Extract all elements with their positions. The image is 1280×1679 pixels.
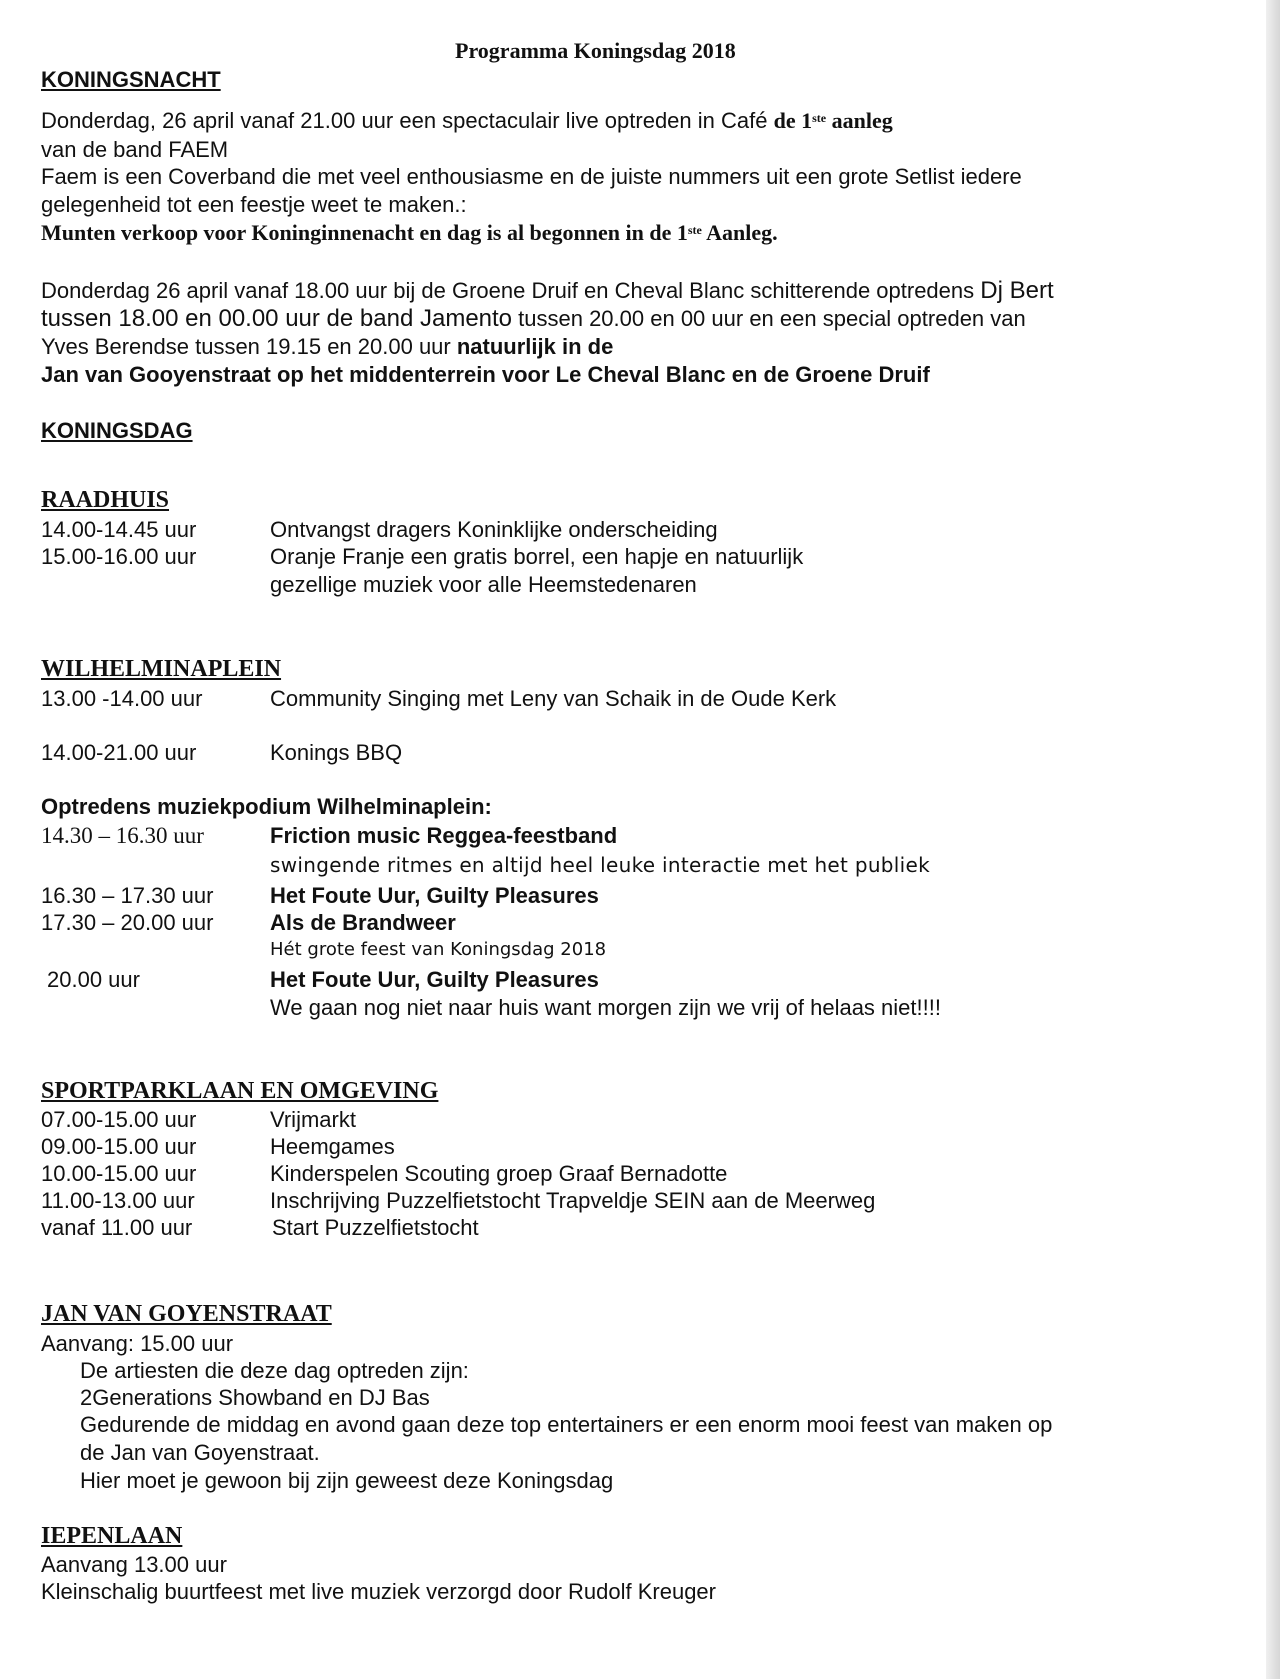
raadhuis-desc-cont: gezellige muziek voor alle Heemstedenaren (270, 572, 697, 597)
heading-sportparklaan: SPORTPARKLAAN EN OMGEVING (41, 1078, 439, 1104)
text-segment: Dj Bert (980, 277, 1054, 304)
goyen-start: Aanvang: 15.00 uur (41, 1331, 234, 1356)
sportpark-time: vanaf 11.00 uur (41, 1215, 193, 1240)
text-segment: Donderdag 26 april vanaf 18.00 uur bij de Groene Druif en Cheval Blanc schitterende optredens (41, 278, 981, 303)
sportpark-time: 10.00-15.00 uur (41, 1161, 197, 1186)
heading-raadhuis: RAADHUIS (41, 487, 170, 513)
podium-act: Friction music Reggea-feestband (270, 823, 618, 848)
text-segment: Donderdag, 26 april vanaf 21.00 uur een spectaculair live optreden in Café (41, 108, 774, 133)
podium-time: 14.30 – 16.30 uur (41, 823, 204, 848)
podium-act: Als de Brandweer (270, 910, 456, 935)
sportpark-time: 11.00-13.00 uur (41, 1188, 195, 1213)
raadhuis-desc: Oranje Franje een gratis borrel, een hapje en natuurlijk (270, 544, 804, 569)
heading-jan-van-goyenstraat: JAN VAN GOYENSTRAAT (41, 1301, 332, 1327)
heading-koningsdag: KONINGSDAG (41, 418, 193, 443)
podium-act: Het Foute Uur, Guilty Pleasures (270, 967, 599, 992)
wilhelmina-desc: Community Singing met Leny van Schaik in de Oude Kerk (270, 686, 837, 711)
heading-iepenlaan: IEPENLAAN (41, 1523, 183, 1549)
superscript: ste (812, 111, 827, 125)
sportpark-desc: Vrijmarkt (270, 1107, 356, 1132)
sportpark-desc: Start Puzzelfietstocht (272, 1215, 479, 1240)
druif-line-4: Jan van Gooyenstraat op het middenterrein voor Le Cheval Blanc en de Groene Druif (41, 362, 930, 387)
iepenlaan-desc: Kleinschalig buurtfeest met live muziek verzorgd door Rudolf Kreuger (41, 1579, 716, 1604)
raadhuis-time: 14.00-14.45 uur (41, 517, 197, 542)
heading-koningsnacht: KONINGSNACHT (41, 67, 221, 92)
sportpark-desc: Inschrijving Puzzelfietstocht Trapveldje SEIN aan de Meerweg (270, 1188, 876, 1213)
text-segment: Yves Berendse tussen 19.15 en 20.00 uur (41, 334, 457, 359)
text-segment: de 1 (773, 108, 813, 133)
iepenlaan-start: Aanvang 13.00 uur (41, 1552, 227, 1577)
wilhelmina-time: 14.00-21.00 uur (41, 740, 197, 765)
munten-notice (41, 219, 778, 246)
goyen-line: 2Generations Showband en DJ Bas (80, 1385, 430, 1410)
druif-line-1 (41, 277, 1054, 304)
koningsnacht-line-3: Faem is een Coverband die met veel enthousiasme en de juiste nummers uit een grote Setlist iedere (41, 164, 1022, 189)
podium-act-sub: Hét grote feest van Koningsdag 2018 (270, 939, 607, 960)
sportpark-desc: Heemgames (270, 1134, 395, 1159)
podium-time: 20.00 uur (47, 967, 140, 992)
podium-act-sub: swingende ritmes en altijd heel leuke interactie met het publiek (270, 853, 930, 877)
page-edge (1266, 0, 1280, 1679)
podium-act-sub: We gaan nog niet naar huis want morgen zijn we vrij of helaas niet!!!! (270, 995, 941, 1020)
koningsnacht-line-1 (41, 107, 893, 134)
text-segment (774, 108, 893, 133)
podium-heading: Optredens muziekpodium Wilhelminaplein: (41, 794, 492, 819)
text-segment: tussen 18.00 en 00.00 uur de band Jamento (41, 305, 513, 332)
raadhuis-time: 15.00-16.00 uur (41, 544, 197, 569)
goyen-line: de Jan van Goyenstraat. (80, 1440, 320, 1465)
raadhuis-desc: Ontvangst dragers Koninklijke onderscheiding (270, 517, 718, 542)
sportpark-desc: Kinderspelen Scouting groep Graaf Bernadotte (270, 1161, 728, 1186)
goyen-line: De artiesten die deze dag optreden zijn: (80, 1358, 469, 1383)
text-segment: natuurlijk in de (456, 334, 614, 359)
page-title: Programma Koningsdag 2018 (455, 38, 736, 63)
podium-time: 17.30 – 20.00 uur (41, 910, 214, 935)
wilhelmina-time: 13.00 -14.00 uur (41, 686, 203, 711)
sportpark-time: 09.00-15.00 uur (41, 1134, 197, 1159)
podium-time: 16.30 – 17.30 uur (41, 883, 214, 908)
sportpark-time: 07.00-15.00 uur (41, 1107, 197, 1132)
text-segment: tussen 20.00 en 00 uur en een special optreden van (512, 306, 1026, 331)
goyen-line: Hier moet je gewoon bij zijn geweest deze Koningsdag (80, 1468, 614, 1493)
goyen-line: Gedurende de middag en avond gaan deze top entertainers er een enorm mooi feest van maken op (80, 1412, 1053, 1437)
text-segment: Munten verkoop voor Koninginnenacht en dag is al begonnen in de 1 (41, 220, 688, 245)
druif-line-2 (41, 305, 1026, 332)
wilhelmina-desc: Konings BBQ (270, 740, 403, 765)
superscript: ste (687, 223, 702, 237)
podium-act: Het Foute Uur, Guilty Pleasures (270, 883, 599, 908)
koningsnacht-line-4: gelegenheid tot een feestje weet te maken.: (41, 192, 467, 217)
text-segment: aanleg (826, 108, 893, 133)
heading-wilhelminaplein: WILHELMINAPLEIN (41, 656, 282, 682)
druif-line-3 (41, 333, 613, 360)
text-segment: Aanleg. (701, 220, 778, 245)
koningsnacht-line-2: van de band FAEM (41, 137, 229, 162)
